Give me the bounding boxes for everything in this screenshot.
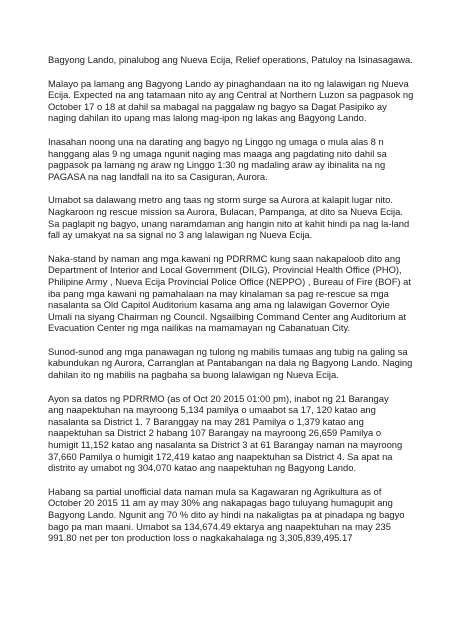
paragraph-pdrrmc-standby: Naka-stand by naman ang mga kawani ng PDRRMC kung saan nakapaloob dito ang Department of Interior and Local Government (DILG), Provincial Health Office (PHO), Philipine Army , Nueva Ecija Provincial Police Office (NEPPO) , Bureau of Fire (BOF) at iba pang mga kawani ng pamahalaan na may kinalaman sa pag re-rescue sa mga nasalanta sa Old Capitol Auditorium kasama ang ama ng lalawigan Governor Oyie Umali na siyang Chairman ng Council. Ngsailbing Command Center ang Auditorium at Evacuation Center ng mga nailikas na mamamayan ng Cabanatuan City.	[48, 252, 411, 334]
paragraph-landfall: Inasahan noong una na darating ang bagyo ng Linggo ng umaga o mula alas 8 n hanggang alas 9 ng umaga ngunit naging mas maaga ang pagdating nito dahil sa pagpasok pa lamang ng araw ng Linggo 1:30 ng madaling araw ay ibinalita na ng PAGASA na nag landfall na ito sa Casiguran, Aurora.	[48, 135, 387, 182]
paragraph-agriculture-data: Habang sa partial unofficial data naman mula sa Kagawaran ng Agrikultura as of October 20 2015 11 am ay may 30% ang nakapagas bago tuluyang humagupit ang Bagyong Lando. Ngunit ang 70 % dito ay hindi na nakaligtas pa at pinadapa ng bagyo bago pa man maani. Umabot sa 134,674.49 ektarya ang naapektuhan na may 235 991.80 net per ton production loss o nagkakahalaga ng 3,305,839,495.17	[48, 485, 405, 544]
document-title-line: Bagyong Lando, pinalubog ang Nueva Ecija, Relief operations, Patuloy na Isinasagawa.	[48, 54, 413, 65]
paragraph-flooding: Sunod-sunod ang mga panawagan ng tulong ng mabilis tumaas ang tubig na galing sa kabundukan ng Aurora, Carranglan at Pantabangan na dala ng Bagyong Lando. Naging dahilan ito ng mabilis na pagbaha sa buong lalawigan ng Nueva Ecija.	[48, 345, 413, 381]
paragraph-storm-surge: Umabot sa dalawang metro ang taas ng storm surge sa Aurora at kalapit lugar nito. Nagkaroon ng rescue mission sa Aurora, Bulacan, Pampanga, at dito sa Nueva Ecija. Sa paglapit ng bagyo, unang naramdaman ang hangin nito at kahit hindi pa nag la-land fall ay umakyat na sa signal no 3 ang lalawigan ng Nueva Ecija.	[48, 194, 410, 241]
paragraph-preparation: Malayo pa lamang ang Bagyong Lando ay pinaghandaan na ito ng lalawigan ng Nueva Ecija. Expected na ang tatamaan nito ay ang Central at Northern Luzon sa pagpasok ng October 17 o 18 at dahil sa mabagal na paggalaw ng bagyo sa Dagat Pasipiko ay naging dahilan ito upang mas lalong mag-ipon ng lakas ang Bagyong Lando.	[48, 77, 414, 124]
paragraph-pdrrmo-data: Ayon sa datos ng PDRRMO (as of Oct 20 2015 01:00 pm), inabot ng 21 Barangay ang naapektuhan na mayroong 5,134 pamilya o umaabot sa 17, 120 katao ang nasalanta sa District 1. 7 Baranggay na may 281 Pamilya o 1,379 katao ang naapektuhan sa District 2 habang 107 Barangay na mayroong 26,659 Pamilya o humigit 11,152 katao ang nasalanta sa District 3 at 61 Barangay naman na mayroong 37,660 Pamilya o humigit 172,419 katao ang naapektuhan sa District 4. Sa apat na distrito ay umabot ng 304,070 katao ang naapektuhan ng Bagyong Lando.	[48, 392, 403, 474]
document-body	[48, 54, 436, 556]
